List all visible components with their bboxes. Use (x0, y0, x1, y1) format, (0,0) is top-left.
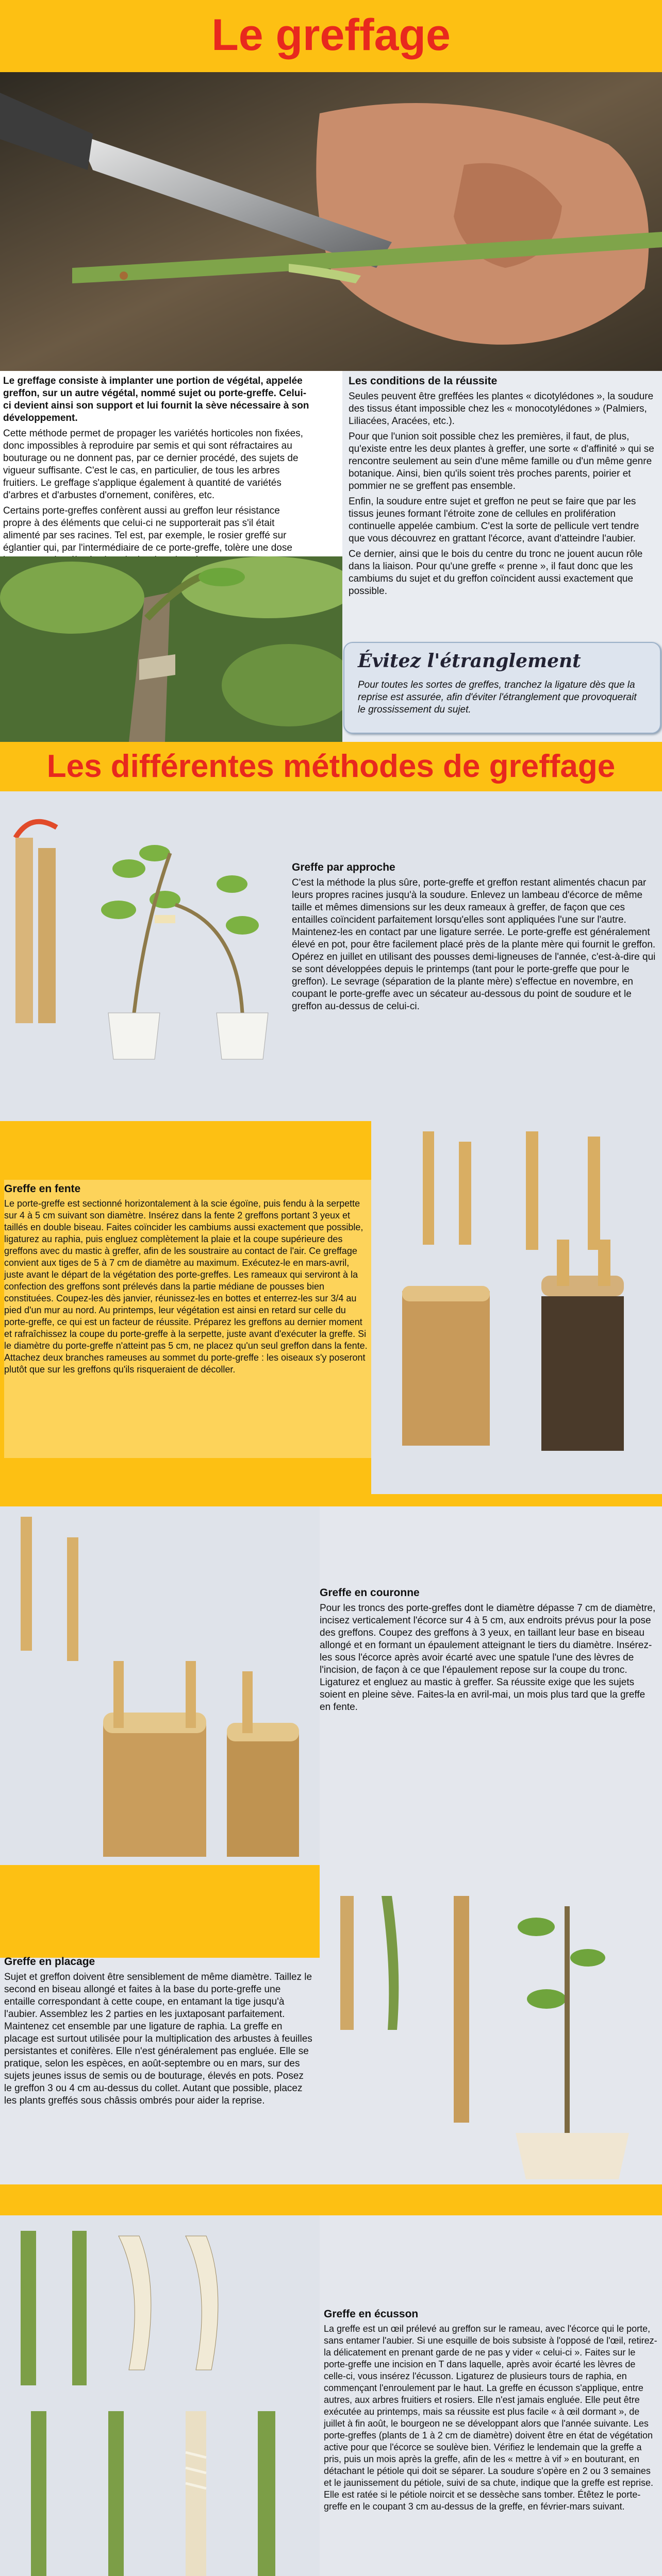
method-description: C'est la méthode la plus sûre, porte-greffe et greffon restant alimentés chacun par leurs propres racines jusqu'à la soudure. Enlevez un lambeau d'écorce de même taille et mêmes dimensions sur les deux rameaux à greffer, de façon que ces entailles coïncident parfaitement lorsqu'elles sont appliquées l'une sur l'autre. Maintenez-les en contact par une ligature serrée. Le porte-greffe est généralement élevé en pot, pour être facilement placé près de la plante mère qui fournit le greffon. Opérez en juillet en utilisant des pousses demi-ligneuses de l'année, c'est-à-dire qui se sont développées depuis le printemps (tant pour le porte-greffe que pour le greffon). Le sevrage (séparation de la plante mère) s'effectue en novembre, en coupant le porte-greffe avec un sécateur au-dessous du point de soudure et le greffon au-dessus de celui-ci. (292, 877, 656, 1012)
method-title: Greffe en placage (4, 1956, 95, 1968)
method-description: Le porte-greffe est sectionné horizontalement à la scie égoïne, puis fendu à la serpette sur 4 à 5 cm suivant son diamètre. Insérez dans la fente 2 greffons portant 3 yeux et taillés en double biseau. Faites coïncider les cambiums aussi exactement que possible, ligaturez au raphia, puis engluez complètement la plaie et la coupe supérieure des greffons avec du mastic à greffer, afin de les soustraire au contact de l'air. Ce greffage convient aux tiges de 5 à 7 cm de diamètre au maximum. Exécutez-le en mars-avril, juste avant le départ de la végétation des porte-greffes. Les rameaux qui serviront à la confection des greffons sont prélevés dans la partie médiane de pousses bien constituées. Coupez-les dès janvier, réunissez-les en bottes et enterrez-les sur 3/4 au pied d'un mur au nord. Au printemps, leur végétation est ainsi en retard sur celle du porte-greffe, ce qui est un facteur de réussite. Préparez les greffons au dernier moment et rafraîchissez la coupe du porte-greffe à la serpette, juste avant d'exécuter la greffe. Si le diamètre du porte-greffe n'atteint pas 5 cm, ne placez qu'un seul greffon dans la fente. Attachez deux branches rameuses au sommet du porte-greffe : les oiseaux s'y poseront plutôt que sur les greffons qu'ils risqueraient de décoller. (4, 1198, 368, 1375)
couronne-illustration (0, 1506, 320, 1865)
method-title: Greffe en écusson (324, 2308, 419, 2320)
page-title: Le greffage (211, 10, 451, 60)
hero-photo-knife-cutting (0, 72, 662, 371)
conditions-paragraph: Pour que l'union soit possible chez les premières, il faut, de plus, qu'existe entre les deux plantes à greffer, une sorte « d'affinité » qui se rencontre seulement au sein d'une même famille ou d'un même genre botanique. Ainsi, bien qu'ils soient très proches parents, poirier et pommier ne se greffent pas ensemble. (349, 431, 654, 492)
callout-title: Évitez l'étranglement (358, 650, 581, 672)
approche-illustration (0, 791, 289, 1121)
method-description: Pour les troncs des porte-greffes dont le diamètre dépasse 7 cm de diamètre, incisez verticalement l'écorce sur 4 à 5 cm, aux endroits prévus pour la pose des greffons. Coupez des greffons à 3 yeux, en taillant leur base en biseau allongé et en formant un épaulement atteignant le tiers du diamètre. Insérez-les sous l'écorce après avoir écarté avec une spatule l'une des lèvres de l'incision, de façon à ce que l'épaulement repose sur la coupe du tronc. Ligaturez et engluez au mastic à greffer. Sa réussite exige que les sujets soient en pleine sève. Faites-la en avril-mai, un mois plus tard que la greffe en fente. (320, 1603, 656, 1713)
intro-paragraph: Cette méthode permet de propager les variétés horticoles non fixées, donc impossibles à reproduire par semis et qui sont réfractaires au bouturage ou ne donnent pas, par ce dernier procédé, des sujets de vigueur suffisante. C'est le cas, en particulier, de tous les arbres fruitiers. Le greffage s'applique également à quantité de variétés d'arbres et d'arbustes d'ornement, conifères, etc. (3, 428, 303, 501)
method-title: Greffe par approche (292, 861, 395, 873)
placage-illustration (320, 1865, 662, 2184)
intro-lead: Le greffage consiste à implanter une portion de végétal, appelée greffon, sur un autre végétal, nommé sujet ou porte-greffe. Celui-ci devient ainsi son support et lui fournit la sève nécessaire à son développement. (3, 376, 309, 423)
conditions-text-block (349, 375, 658, 601)
method-approche-text (292, 861, 657, 1016)
conditions-paragraph: Enfin, la soudure entre sujet et greffon ne peut se faire que par les tissus jeunes formant l'étroite zone de cellules en prolifération continuelle appelée cambium. C'est la sorte de pellicule vert tendre que vous découvrez en grattant l'écorce, avant d'atteindre l'aubier. (349, 496, 639, 544)
method-description: La greffe est un œil prélevé au greffon sur le rameau, avec l'écorce qui le porte, sans entamer l'aubier. Si une esquille de bois subsiste à l'opposé de l'œil, retirez-la délicatement en prenant garde de ne pas y vider « celui-ci ». Faites sur le porte-greffe une incision en T dans laquelle, après avoir écarté les lèvres de celle-ci, vous insérez l'écusson. Ligaturez de plusieurs tours de raphia, en commençant l'enroulement par le haut. La greffe en écusson s'applique, entre autres, aux arbres fruitiers et rosiers. Elle n'est jamais engluée. Elle peut être exécutée au printemps, mais sa réussite est plus facile « à œil dormant », de juillet à fin août, le bourgeon ne se développant alors que l'année suivante. Les porte-greffes (plants de 1 à 2 cm de diamètre) doivent être en état de végétation active pour que l'écorce se soulève bien. Vérifiez le lendemain que la greffe a pris, puis un mois après la greffe, afin de les « mettre à vif » en bouturant, en détachant le pétiole qui doit se séparer. La soudure s'opère en 2 ou 3 semaines et le jaunissement du pétiole, suivi de sa chute, indique que la greffe est reprise. Elle est ratée si le pétiole noircit et se dessèche sans tomber. Étêtez le porte-greffe en le coupant 3 cm au-dessus de la greffe, en février-mars suivant. (324, 2324, 657, 2512)
strangulation-callout (343, 642, 661, 734)
method-ecusson-band (0, 2184, 662, 2215)
method-title: Greffe en couronne (320, 1587, 420, 1599)
conditions-title: Les conditions de la réussite (349, 375, 498, 387)
method-title: Greffe en fente (4, 1183, 81, 1195)
method-ecusson-text (324, 2308, 659, 2516)
method-fente-text (4, 1183, 368, 1379)
conditions-paragraph: Ce dernier, ainsi que le bois du centre du tronc ne jouent aucun rôle dans la liaison. Pour qu'une greffe « prenne », il faut donc que les cambiums du sujet et du greffon coïncident aussi exactement que possible. (349, 549, 643, 597)
intro-paragraph: Certains porte-greffes confèrent aussi au greffon leur résistance propre à des éléments que celui-ci ne supporterait pas s'il était alimenté par ses racines. Tel est, par exemple, le rosier greffé sur églantier qui, par l'intermédiaire de ce porte-greffe, tolère une dose (3, 505, 292, 553)
ecusson-illustration (0, 2215, 320, 2576)
fente-illustration (371, 1121, 662, 1494)
method-couronne-text (320, 1587, 658, 1717)
grafted-branch-photo (0, 556, 342, 742)
method-placage-text (4, 1956, 313, 2110)
conditions-paragraph: Seules peuvent être greffées les plantes « dicotylédones », la soudure des tissus étant impossible chez les « monocotylédones » (Palmiers, Liliacées, Aracées, etc.). (349, 391, 654, 427)
methods-title: Les différentes méthodes de greffage (46, 749, 616, 784)
callout-text: Pour toutes les sortes de greffes, tranchez la ligature dès que la reprise est assurée, afin d'éviter l'étranglement que provoquerait le grossissement du sujet. (358, 680, 637, 715)
intro-text-block (3, 375, 310, 570)
method-description: Sujet et greffon doivent être sensiblement de même diamètre. Taillez le second en biseau allongé et faites à la base du porte-greffe une entaille correspondant à cette coupe, en entamant la tige jusqu'à l'aubier. Assemblez les 2 parties en les juxtaposant parfaitement. Maintenez cet ensemble par une ligature de raphia. La greffe en placage est surtout utilisée pour la multiplication des arbustes à feuilles persistantes et conifères. Elle n'est généralement pas engluée. Elle se pratique, selon les espèces, en août-septembre ou en mars, sur des sujets jeunes issus de semis ou de bouturage, élevés en pots. Posez le greffon 3 ou 4 cm au-dessus du collet. Autant que possible, placez les plants greffés sous châssis ombrés pour aider la reprise. (4, 1972, 312, 2106)
method-couronne-band (0, 1494, 662, 1506)
